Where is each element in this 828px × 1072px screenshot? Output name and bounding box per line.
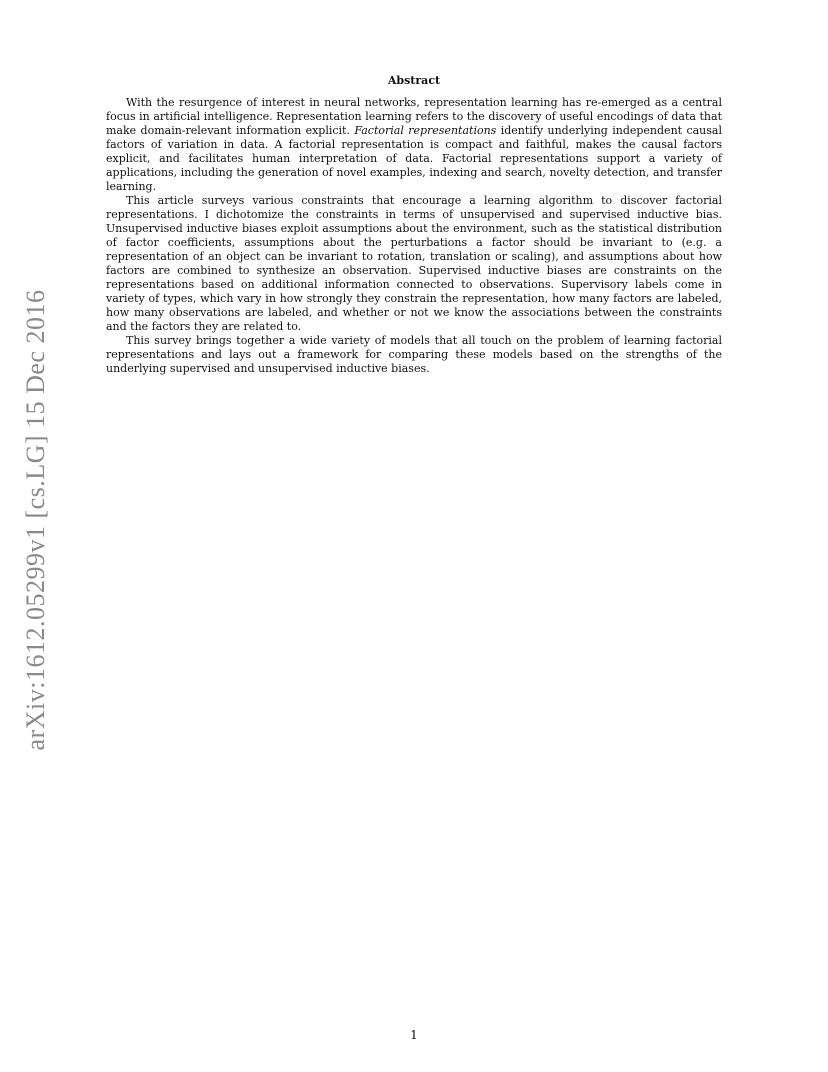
abstract-paragraph-1-text-a: With the resurgence of interest in neural networks, representation learning has re-emerged as a central focus in artificial intelligence. Representation learning refers to the discovery of useful encodings of data that make domain-relevant information explicit. bbox=[106, 96, 722, 137]
abstract-section bbox=[106, 72, 722, 376]
abstract-title: Abstract bbox=[387, 74, 441, 87]
arxiv-identifier-stamp: arXiv:1612.05299v1 [cs.LG] 15 Dec 2016 bbox=[21, 289, 50, 751]
page-number: 1 bbox=[410, 1028, 418, 1042]
abstract-paragraph-1-text-b: identify underlying independent causal factors of variation in data. A factorial representation is compact and faithful, makes the causal factors explicit, and facilitates human interpretation of data. Factorial representations support a variety of applications, including the generation of novel examples, indexing and search, novelty detection, and transfer learning. bbox=[106, 124, 722, 193]
abstract-paragraph-3: This survey brings together a wide variety of models that all touch on the problem of learning factorial representations and lays out a framework for comparing these models based on the strengths of the underlying supervised and unsupervised inductive biases. bbox=[106, 334, 722, 375]
abstract-paragraph-1 bbox=[106, 96, 722, 194]
abstract-emphasis-term: Factorial representations bbox=[354, 124, 497, 137]
abstract-paragraph-2: This article surveys various constraints that encourage a learning algorithm to discover factorial representations. I dichotomize the constraints in terms of unsupervised and supervised inductive bias. Unsupervised inductive biases exploit assumptions about the environment, such as the statistical distribution of factor coefficients, assumptions about the perturbations a factor should be invariant to (e.g. a representation of an object can be invariant to rotation, translation or scaling), and assumptions about how factors are combined to synthesize an observation. Supervised inductive biases are constraints on the representations based on additional information connected to observations. Supervisory labels come in variety of types, which vary in how strongly they constrain the representation, how many factors are labeled, how many observations are labeled, and whether or not we know the associations between the constraints and the factors they are related to. bbox=[106, 194, 722, 333]
